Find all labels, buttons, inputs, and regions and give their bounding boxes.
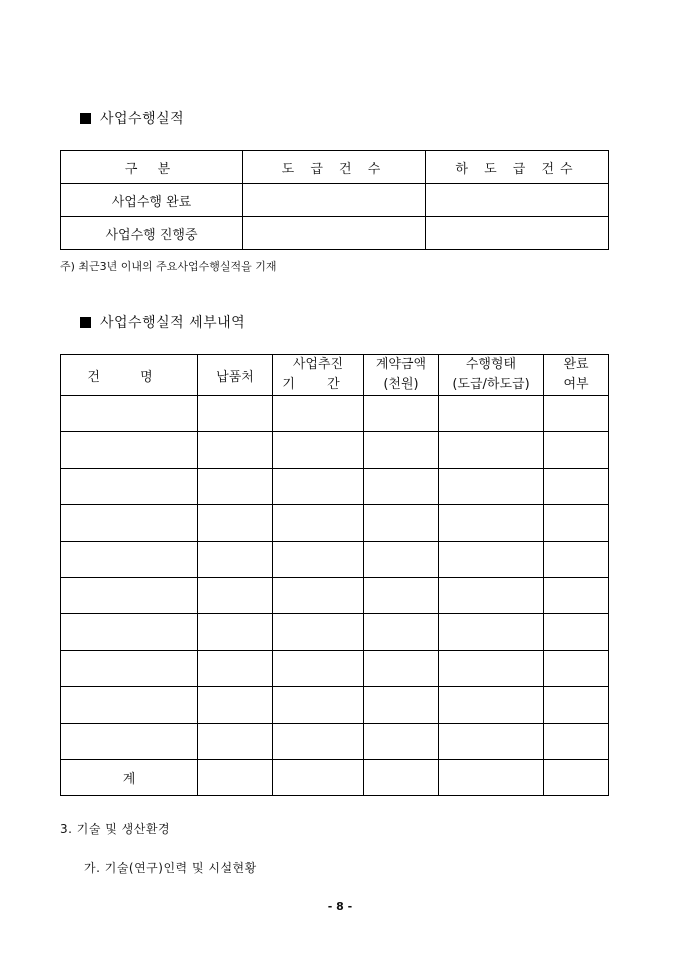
table-cell [439, 723, 544, 759]
table-cell [61, 614, 198, 650]
table-cell [544, 396, 609, 432]
subsection-heading: 가. 기술(연구)인력 및 시설현황 [84, 861, 257, 875]
table-cell [439, 432, 544, 468]
table-cell [61, 650, 198, 686]
table-total-row [61, 759, 609, 795]
header-amount [364, 355, 439, 396]
table-cell [198, 759, 273, 795]
table-cell [544, 723, 609, 759]
header-type-line1: 수행형태 [465, 357, 517, 372]
table-cell [198, 468, 273, 504]
table-cell [439, 650, 544, 686]
table-cell [364, 396, 439, 432]
table-cell [61, 723, 198, 759]
table-cell [273, 396, 364, 432]
table-row [61, 432, 609, 468]
table-cell [61, 541, 198, 577]
table-cell [364, 577, 439, 613]
table-row [61, 541, 609, 577]
performance-summary-table [60, 150, 609, 250]
table-cell [544, 687, 609, 723]
header-contract-count: 도 급 건 수 [243, 151, 426, 184]
cell-subcontract-count [426, 217, 609, 250]
table-cell [439, 396, 544, 432]
table-cell [364, 650, 439, 686]
table-cell [364, 432, 439, 468]
header-type [439, 355, 544, 396]
table-cell [364, 541, 439, 577]
table-cell [544, 432, 609, 468]
total-label: 계 [61, 759, 198, 795]
table-cell [61, 396, 198, 432]
table-cell [544, 759, 609, 795]
table-cell [61, 432, 198, 468]
row-label: 사업수행 완료 [61, 184, 243, 217]
cell-subcontract-count [426, 184, 609, 217]
table-cell [61, 687, 198, 723]
table-cell [198, 432, 273, 468]
header-type-line2: (도급/하도급) [452, 377, 530, 392]
table-cell [439, 759, 544, 795]
table-row [61, 723, 609, 759]
table-cell [544, 468, 609, 504]
table-row [61, 505, 609, 541]
header-period-line2: 기 간 [282, 377, 354, 392]
table-cell [273, 614, 364, 650]
table-cell [198, 723, 273, 759]
header-period-line1: 사업추진 [292, 357, 344, 372]
header-period [273, 355, 364, 396]
table-cell [273, 577, 364, 613]
table-cell [364, 468, 439, 504]
performance-detail-table [60, 354, 609, 796]
table-row [61, 650, 609, 686]
header-completion [544, 355, 609, 396]
square-bullet-icon [80, 113, 91, 124]
table-cell [273, 723, 364, 759]
table-cell [364, 505, 439, 541]
header-completion-line1: 완료 [563, 357, 589, 372]
table-row [61, 184, 609, 217]
row-label: 사업수행 진행중 [61, 217, 243, 250]
table-row [61, 687, 609, 723]
table-cell [544, 614, 609, 650]
table-cell [61, 577, 198, 613]
table-cell [198, 650, 273, 686]
table-cell [198, 614, 273, 650]
section-heading-performance [80, 108, 184, 128]
table-cell [198, 396, 273, 432]
table-cell [273, 432, 364, 468]
table-footnote: 주) 최근3년 이내의 주요사업수행실적을 기재 [60, 260, 277, 273]
square-bullet-icon [80, 317, 91, 328]
table-cell [439, 505, 544, 541]
table-row [61, 468, 609, 504]
table-cell [364, 687, 439, 723]
header-client: 납품처 [198, 355, 273, 396]
section-heading-details [80, 312, 245, 332]
header-subcontract-count: 하 도 급 건수 [426, 151, 609, 184]
table-cell [273, 468, 364, 504]
table-cell [364, 614, 439, 650]
table-cell [273, 759, 364, 795]
table-cell [198, 505, 273, 541]
header-category: 구 분 [61, 151, 243, 184]
table-cell [273, 650, 364, 686]
table-cell [61, 505, 198, 541]
table-row [61, 396, 609, 432]
table-cell [273, 505, 364, 541]
table-cell [439, 541, 544, 577]
table-cell [544, 577, 609, 613]
table-row [61, 217, 609, 250]
table-cell [544, 650, 609, 686]
table-cell [273, 541, 364, 577]
header-completion-line2: 여부 [563, 377, 589, 392]
header-amount-line1: 계약금액 [375, 357, 427, 372]
table-cell [439, 614, 544, 650]
table-cell [198, 687, 273, 723]
table-cell [439, 468, 544, 504]
table-cell [439, 577, 544, 613]
table-row [61, 614, 609, 650]
header-project-name: 건 명 [61, 355, 198, 396]
section-heading-text: 사업수행실적 세부내역 [100, 315, 246, 331]
table-cell [364, 759, 439, 795]
table-cell [61, 468, 198, 504]
cell-contract-count [243, 184, 426, 217]
table-cell [439, 687, 544, 723]
table-cell [198, 577, 273, 613]
table-cell [544, 505, 609, 541]
table-cell [544, 541, 609, 577]
cell-contract-count [243, 217, 426, 250]
table-cell [364, 723, 439, 759]
detail-table-body [61, 396, 609, 760]
table-cell [198, 541, 273, 577]
section-heading-text: 사업수행실적 [100, 111, 185, 127]
table-row [61, 577, 609, 613]
table-cell [273, 687, 364, 723]
section-3-heading: 3. 기술 및 생산환경 [60, 822, 171, 836]
page-number: - 8 - [327, 900, 353, 913]
table-header-row [61, 151, 609, 184]
header-amount-line2: (천원) [383, 377, 419, 392]
table-header-row [61, 355, 609, 396]
